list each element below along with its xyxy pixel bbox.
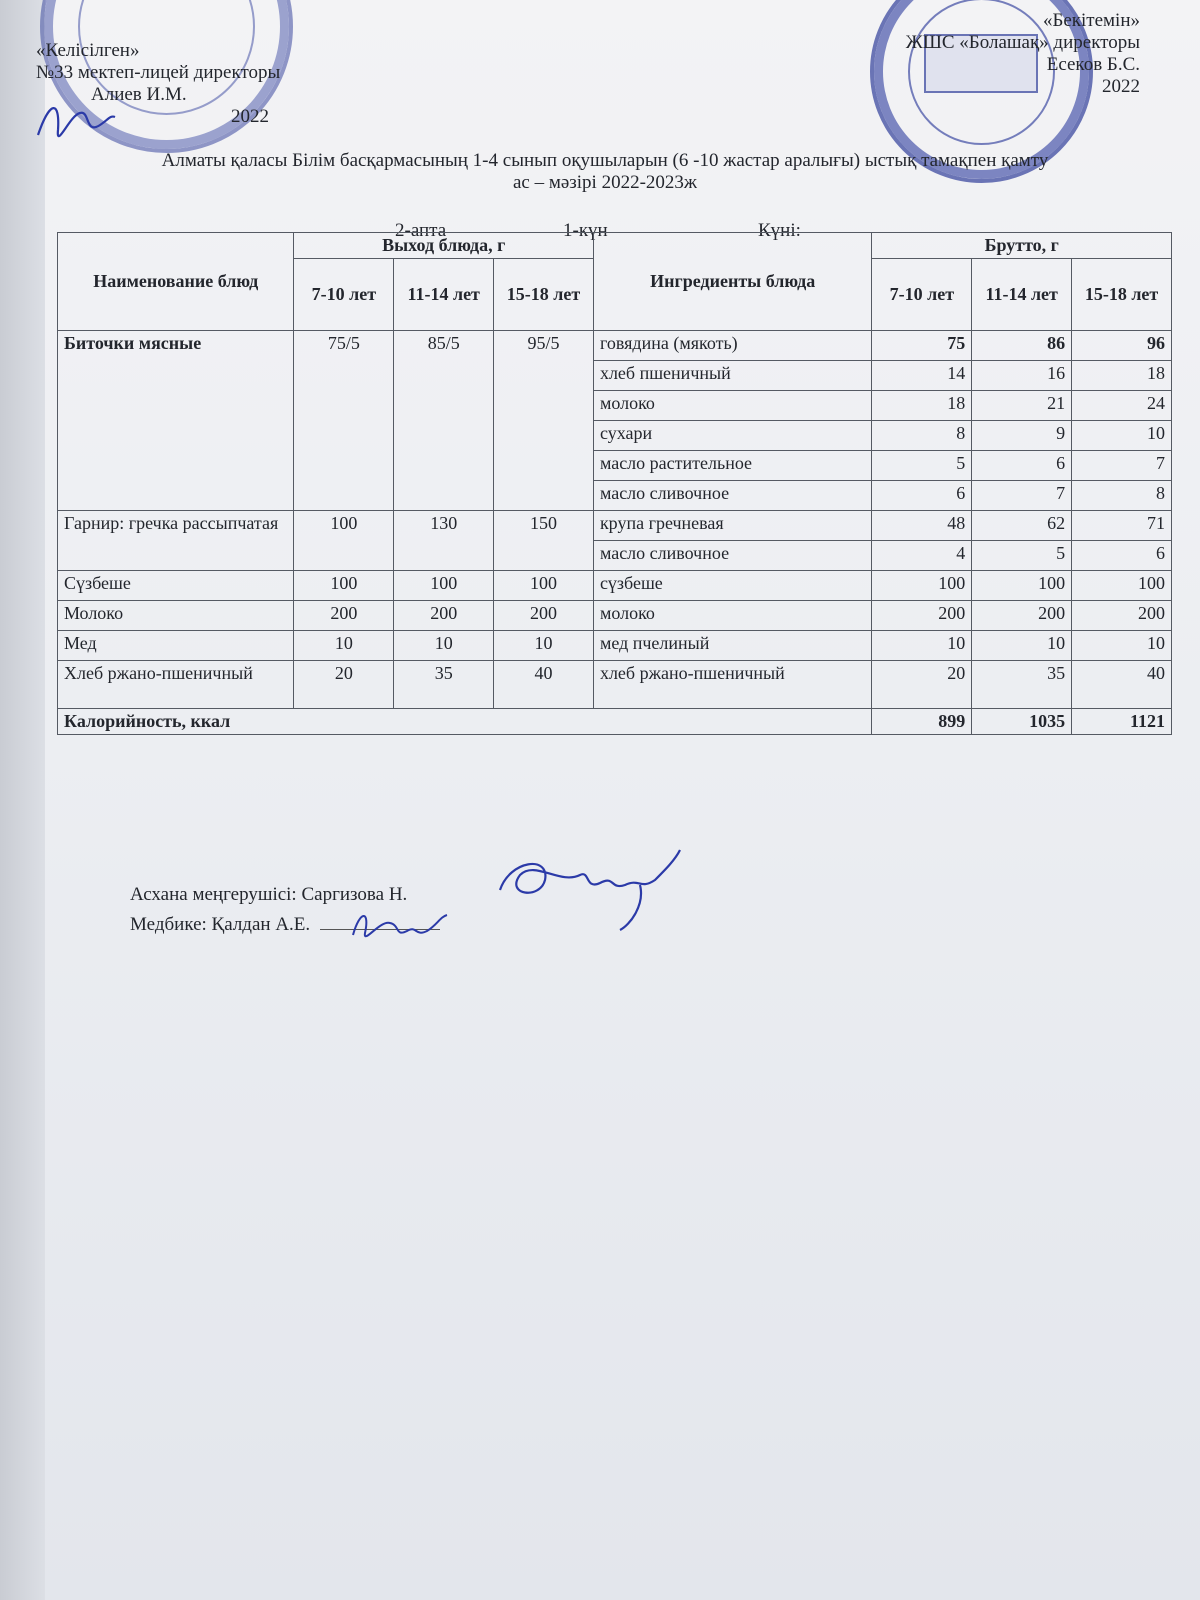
ingredient-name: хлеб пшеничный [593, 361, 872, 391]
calories-11-14: 1035 [972, 709, 1072, 735]
brutto-11-14: 35 [972, 661, 1072, 709]
brutto-15-18: 10 [1072, 631, 1172, 661]
brutto-15-18: 7 [1072, 451, 1172, 481]
header-brutto-age-15-18: 15-18 лет [1072, 259, 1172, 331]
dish-yield-11-14: 100 [394, 571, 494, 601]
brutto-11-14: 10 [972, 631, 1072, 661]
brutto-11-14: 62 [972, 511, 1072, 541]
header-ingredients: Ингредиенты блюда [593, 233, 872, 331]
dish-yield-7-10: 20 [294, 661, 394, 709]
dish-yield-11-14: 10 [394, 631, 494, 661]
approved-label: «Бекітемін» [1042, 10, 1140, 31]
dish-yield-11-14: 200 [394, 601, 494, 631]
ingredient-name: молоко [593, 391, 872, 421]
approval-block-right [906, 10, 1140, 98]
calories-row [58, 709, 1172, 735]
dish-yield-7-10: 10 [294, 631, 394, 661]
nurse-name: Медбике: Қалдан А.Е. [130, 914, 311, 935]
brutto-15-18: 96 [1072, 331, 1172, 361]
dish-yield-15-18: 100 [494, 571, 594, 601]
ingredient-name: говядина (мякоть) [593, 331, 872, 361]
brutto-7-10: 200 [872, 601, 972, 631]
brutto-7-10: 18 [872, 391, 972, 421]
brutto-11-14: 6 [972, 451, 1072, 481]
brutto-7-10: 14 [872, 361, 972, 391]
nurse-line [130, 910, 440, 940]
calories-label: Калорийность, ккал [58, 709, 872, 735]
dish-yield-15-18: 10 [494, 631, 594, 661]
header-dish-name: Наименование блюд [58, 233, 294, 331]
agreed-label: «Келісілген» [36, 40, 140, 61]
header-brutto: Брутто, г [872, 233, 1172, 259]
ingredient-name: сухари [593, 421, 872, 451]
brutto-7-10: 4 [872, 541, 972, 571]
dish-yield-15-18: 200 [494, 601, 594, 631]
brutto-15-18: 18 [1072, 361, 1172, 391]
brutto-7-10: 6 [872, 481, 972, 511]
dish-name: Хлеб ржано-пшеничный [58, 661, 294, 709]
dish-yield-7-10: 200 [294, 601, 394, 631]
calories-7-10: 899 [872, 709, 972, 735]
brutto-15-18: 6 [1072, 541, 1172, 571]
brutto-11-14: 86 [972, 331, 1072, 361]
left-approval-year: 2022 [231, 106, 269, 127]
dish-name: Биточки мясные [58, 331, 294, 511]
menu-title-line1: Алматы қаласы Білім басқармасының 1-4 сынып оқушыларын (6 -10 жастар аралығы) ыстық тамақпен қамту [161, 150, 1049, 171]
ingredient-name: масло сливочное [593, 541, 872, 571]
company-director-name: Есеков Б.С. [1046, 54, 1140, 75]
brutto-7-10: 10 [872, 631, 972, 661]
header-yield-age-15-18: 15-18 лет [494, 259, 594, 331]
header-brutto-age-7-10: 7-10 лет [872, 259, 972, 331]
brutto-7-10: 8 [872, 421, 972, 451]
brutto-15-18: 200 [1072, 601, 1172, 631]
approval-block-left [36, 40, 280, 128]
nurse-signature-line [320, 929, 440, 930]
table-row [58, 571, 1172, 601]
date-label: Күні: [758, 220, 801, 241]
ingredient-name: масло растительное [593, 451, 872, 481]
dish-yield-7-10: 75/5 [294, 331, 394, 511]
brutto-7-10: 5 [872, 451, 972, 481]
brutto-11-14: 21 [972, 391, 1072, 421]
brutto-15-18: 100 [1072, 571, 1172, 601]
dish-yield-15-18: 95/5 [494, 331, 594, 511]
brutto-15-18: 24 [1072, 391, 1172, 421]
day-label: 1-күн [563, 220, 608, 241]
brutto-11-14: 5 [972, 541, 1072, 571]
table-row [58, 601, 1172, 631]
table-row [58, 331, 1172, 361]
table-row [58, 511, 1172, 541]
dish-yield-15-18: 150 [494, 511, 594, 571]
brutto-7-10: 48 [872, 511, 972, 541]
footer-signatures [130, 880, 440, 940]
brutto-11-14: 200 [972, 601, 1072, 631]
ingredient-name: масло сливочное [593, 481, 872, 511]
dish-yield-7-10: 100 [294, 571, 394, 601]
brutto-11-14: 9 [972, 421, 1072, 451]
calories-15-18: 1121 [1072, 709, 1172, 735]
brutto-11-14: 16 [972, 361, 1072, 391]
menu-table [57, 232, 1172, 735]
brutto-7-10: 100 [872, 571, 972, 601]
paper-edge-shadow [0, 0, 45, 1600]
dish-yield-11-14: 85/5 [394, 331, 494, 511]
dish-name: Молоко [58, 601, 294, 631]
header-yield-age-7-10: 7-10 лет [294, 259, 394, 331]
menu-title [40, 150, 1170, 194]
dish-name: Сүзбеше [58, 571, 294, 601]
company-director-title: ЖШС «Болашақ» директоры [905, 32, 1140, 53]
brutto-15-18: 40 [1072, 661, 1172, 709]
dish-yield-15-18: 40 [494, 661, 594, 709]
school-director-title: №33 мектеп-лицей директоры [36, 62, 281, 83]
brutto-15-18: 71 [1072, 511, 1172, 541]
brutto-11-14: 7 [972, 481, 1072, 511]
header-brutto-age-11-14: 11-14 лет [972, 259, 1072, 331]
brutto-7-10: 75 [872, 331, 972, 361]
dish-yield-11-14: 130 [394, 511, 494, 571]
brutto-15-18: 8 [1072, 481, 1172, 511]
dish-yield-7-10: 100 [294, 511, 394, 571]
ingredient-name: сүзбеше [593, 571, 872, 601]
canteen-head-line: Асхана меңгерушісі: Саргизова Н. [130, 884, 408, 905]
ingredient-name: мед пчелиный [593, 631, 872, 661]
header-yield-age-11-14: 11-14 лет [394, 259, 494, 331]
brutto-15-18: 10 [1072, 421, 1172, 451]
menu-title-line2: ас – мәзірі 2022-2023ж [512, 172, 698, 193]
table-row [58, 661, 1172, 709]
dish-name: Мед [58, 631, 294, 661]
week-label: 2-апта [395, 220, 447, 241]
brutto-7-10: 20 [872, 661, 972, 709]
canteen-head-signature [490, 845, 690, 935]
header-yield: Выход блюда, г [294, 233, 593, 259]
dish-name: Гарнир: гречка рассыпчатая [58, 511, 294, 571]
school-director-name: Алиев И.М. [91, 84, 187, 105]
ingredient-name: крупа гречневая [593, 511, 872, 541]
right-approval-year: 2022 [1102, 76, 1140, 97]
brutto-11-14: 100 [972, 571, 1072, 601]
table-row [58, 631, 1172, 661]
dish-yield-11-14: 35 [394, 661, 494, 709]
ingredient-name: хлеб ржано-пшеничный [593, 661, 872, 709]
ingredient-name: молоко [593, 601, 872, 631]
